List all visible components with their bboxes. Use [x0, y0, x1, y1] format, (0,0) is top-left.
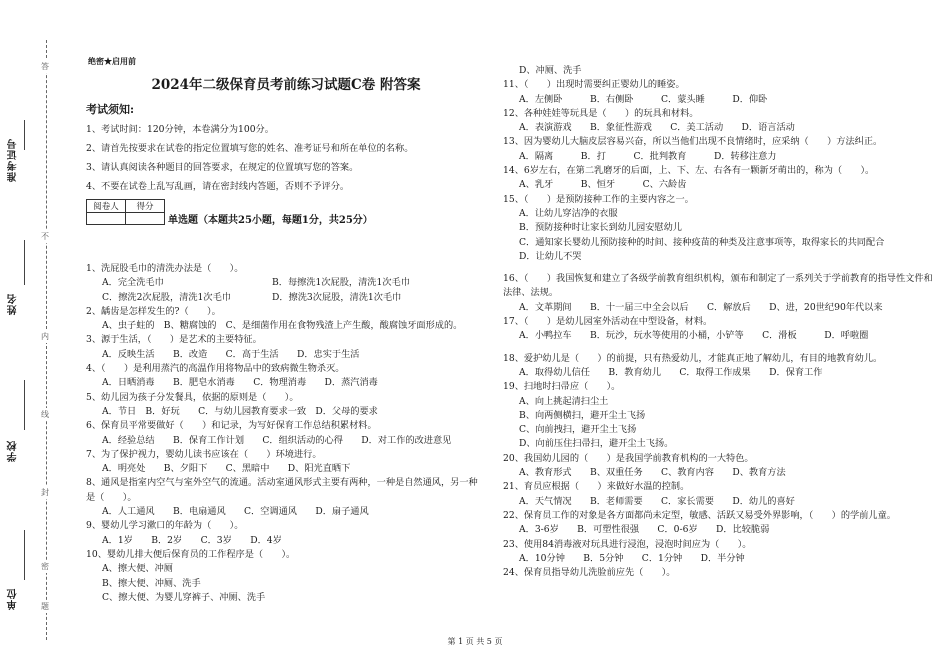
answer-option[interactable]: A．10分钟 B．5分钟 C．1分钟 D．半分钟: [519, 552, 745, 564]
question-text: 10、婴幼儿排大便后保育员的工作程序是（ ）。: [86, 548, 296, 560]
left-column: [86, 56, 486, 605]
answer-option[interactable]: C、擦大便、为婴儿穿裤子、冲厕、洗手: [102, 591, 266, 603]
name-field[interactable]: [24, 240, 25, 285]
score-cell[interactable]: [126, 213, 165, 225]
question-text: 20、我国幼儿园的（ ）是我国学前教育机构的一大特色。: [503, 452, 754, 464]
section-title: 单选题（本题共25小题，每题1分，共25分）: [168, 215, 373, 226]
answer-option[interactable]: A．表演游戏 B．象征性游戏 C．美工活动 D．语言活动: [519, 122, 795, 134]
option-row: [86, 577, 486, 591]
answer-option[interactable]: D．擦洗3次屁股，清洗1次毛巾: [272, 291, 402, 303]
answer-option[interactable]: A．反映生活 B．改造 C．高于生活 D．忠实于生活: [102, 348, 360, 360]
answer-option[interactable]: D．让幼儿不哭: [519, 250, 582, 262]
answer-option[interactable]: B．每擦洗1次屁股，清洗1次毛巾: [272, 277, 410, 289]
option-row: [503, 437, 933, 451]
binding-margin: [0, 0, 58, 671]
exam-id-field[interactable]: [24, 120, 25, 150]
notice-item: 2、请首先按要求在试卷的指定位置填写您的姓名、准考证号和所在单位的名称。: [86, 143, 414, 154]
right-column: [503, 64, 933, 580]
page-title: 2024年二级保育员考前练习试题C卷 附答案: [151, 77, 421, 93]
answer-option[interactable]: A．取得幼儿信任 B．教育幼儿 C．取得工作成果 D．保育工作: [519, 366, 823, 378]
answer-option[interactable]: A．完全洗毛巾: [102, 277, 164, 289]
answer-option[interactable]: A、擦大便、冲厕: [102, 563, 173, 575]
question-text: 23、使用84消毒液对玩具进行浸泡，浸泡时间应为（ ）。: [503, 538, 752, 550]
notice-item: 3、请认真阅读各种题目的回答要求，在规定的位置填写您的答案。: [86, 162, 359, 173]
question-text: 19、扫地时扫帚应（ ）。: [503, 381, 621, 393]
answer-option[interactable]: A．天气情况 B．老师需要 C．家长需要 D．幼儿的喜好: [519, 495, 795, 507]
answer-option[interactable]: A．经验总结 B．保育工作计划 C．组织活动的心得 D．对工作的改进意见: [102, 434, 452, 446]
option-row: [86, 291, 486, 305]
question-text: 22、保育员工作的对象是各方面都尚未定型，敏感、活跃又易受外界影响，（ ）的学前儿童。: [503, 509, 896, 521]
option-row: [86, 462, 486, 476]
reviewer-cell[interactable]: [87, 213, 126, 225]
option-row: [86, 348, 486, 362]
notice-heading: 考试须知:: [86, 103, 135, 116]
option-row: [503, 301, 933, 315]
answer-option[interactable]: A、教育形式 B、双重任务 C、教育内容 D、教育方法: [519, 467, 786, 479]
question-text: 9、婴幼儿学习漱口的年龄为（ ）。: [86, 520, 244, 532]
unit-field[interactable]: [24, 530, 25, 580]
option-row: [86, 534, 486, 548]
option-row: [503, 466, 933, 480]
question-text: 24、保育员指导幼儿洗脸前应先（ ）。: [503, 567, 676, 579]
question-text: 21、育员应根据（ ）来做好水温的控制。: [503, 481, 690, 493]
binding-label-school: 学校: [8, 440, 19, 462]
answer-option[interactable]: D、冲厕、洗手: [519, 65, 582, 76]
question-text: 15、（ ）是预防接种工作的主要内容之一。: [503, 193, 694, 205]
answer-option[interactable]: A．文革期间 B．十一届三中全会以后 C．解放后 D、进，20世纪90年代以来: [519, 301, 883, 313]
answer-option[interactable]: C．通知家长婴幼儿预防接种的时间、接种疫苗的种类及注意事项等，取得家长的共同配合: [519, 236, 885, 248]
option-row: [503, 150, 933, 164]
option-row: [503, 207, 933, 221]
question-text: 7、为了保护视力，婴幼儿读书应该在（ ）环境进行。: [86, 448, 322, 460]
option-row: [86, 562, 486, 576]
option-row: [503, 523, 933, 537]
answer-option[interactable]: A、虫子蛀的 B、糖腐蚀的 C、是细菌作用在食物残渣上产生酸，酸腐蚀牙面形成的。: [102, 320, 463, 332]
question-text: 18、爱护幼儿是（ ）的前提，只有热爱幼儿，才能真正地了解幼儿，有目的地教育幼儿。: [503, 352, 883, 364]
binding-label-unit: 单位: [8, 588, 19, 610]
question-text: 11、（ ）出现时需要纠正婴幼儿的睡姿。: [503, 79, 685, 91]
question-text: 16、（ ）我国恢复和建立了各级学前教育组织机构，颁布和制定了一系列关于学前教育的指导性文件和法律、法规。: [503, 273, 933, 299]
answer-option[interactable]: A．左侧卧 B．右侧卧 C．蒙头睡 D．仰卧: [519, 93, 768, 105]
option-row: [503, 64, 933, 78]
question-text: 8、通风是指室内空气与室外空气的流通。活动室通风形式主要有两种，一种是自然通风，另一种是（ ）。: [86, 477, 478, 503]
question-text: 4、（ ）是利用蒸汽的高温作用将物品中的致病微生物杀灭。: [86, 363, 345, 375]
answer-option[interactable]: A．明亮处 B、夕阳下 C、黑暗中 D、阳光直晒下: [102, 463, 351, 475]
question-text: 2、龋齿是怎样发生的?（ ）。: [86, 305, 221, 317]
question-text: 14、6岁左右，在第二乳磨牙的后面，上、下、左、右各有一颗新牙萌出的，称为（ ）。: [503, 165, 875, 177]
option-row: [86, 505, 486, 519]
answer-option[interactable]: A．1岁 B．2岁 C．3岁 D．4岁: [102, 534, 282, 546]
question-text: 6、保育员平常要做好（ ）和记录，为写好保育工作总结积累材料。: [86, 420, 377, 432]
notice-item: 4、不要在试卷上乱写乱画，请在密封线内答题，否则不予评分。: [86, 181, 350, 192]
seal-char: 线: [41, 410, 49, 419]
school-field[interactable]: [24, 380, 25, 430]
option-row: [503, 329, 933, 343]
score-box-reviewer: 阅卷人: [87, 200, 126, 213]
option-row: [503, 93, 933, 107]
option-row: [503, 495, 933, 509]
option-row: [86, 276, 486, 290]
option-row: [503, 366, 933, 380]
notice-item: 1、考试时间：120分钟，本卷满分为100分。: [86, 124, 274, 135]
answer-option[interactable]: A．人工通风 B．电扇通风 C．空调通风 D．扇子通风: [102, 506, 369, 518]
question-text: 13、因为婴幼儿大脑皮层容易兴奋，所以当他们出现不良情绪时，应采纳（ ）方法纠正。: [503, 136, 883, 148]
option-row: [503, 178, 933, 192]
question-list-right: [503, 64, 933, 580]
seal-char: 答: [41, 62, 49, 71]
answer-option[interactable]: A．让幼儿穿洁净的衣服: [519, 207, 618, 219]
option-row: [503, 236, 933, 250]
option-row: [86, 405, 486, 419]
binding-label-exam-id: 准考证号: [8, 138, 19, 182]
answer-option[interactable]: A．日晒消毒 B．肥皂水消毒 C．物理消毒 D．蒸汽消毒: [102, 377, 378, 389]
option-row: [86, 319, 486, 333]
answer-option[interactable]: A．小鸭拉车 B．玩沙，玩水等使用的小桶，小铲等 C．滑板 D．呼啦圈: [519, 330, 869, 342]
page-footer: 第 1 页 共 5 页: [447, 637, 503, 646]
option-row: [503, 121, 933, 135]
answer-option[interactable]: C．擦洗2次屁股，清洗1次毛巾: [102, 291, 231, 303]
question-text: 12、各种娃娃等玩具是（ ）的玩具和材料。: [503, 107, 699, 119]
answer-option[interactable]: B．预防接种时让家长到幼儿园安慰幼儿: [519, 222, 682, 234]
answer-option[interactable]: A．节日 B．好玩 C．与幼儿园教育要求一致 D．父母的要求: [102, 405, 378, 417]
seal-char: 不: [41, 232, 49, 241]
answer-option[interactable]: B、擦大便、冲厕、洗手: [102, 577, 201, 589]
option-row: [503, 395, 933, 409]
question-text: 5、幼儿园为孩子分发餐具，依据的原则是（ ）。: [86, 391, 299, 403]
binding-label-name: 姓名: [8, 293, 19, 315]
option-row: [503, 250, 933, 264]
answer-option[interactable]: A．隔离 B．打 C．批判教育 D．转移注意力: [519, 150, 777, 162]
question-text: 3、源于生活，（ ）是艺术的主要特征。: [86, 334, 262, 346]
answer-option[interactable]: D、向前压住扫帚扫，避开尘土飞扬。: [519, 438, 674, 450]
option-row: [86, 434, 486, 448]
option-row: [503, 221, 933, 235]
seal-char: 内: [41, 332, 49, 341]
seal-char: 密: [41, 562, 49, 571]
answer-option[interactable]: A．3-6岁 B．可塑性很强 C．0-6岁 D．比较脆弱: [519, 524, 770, 536]
answer-option[interactable]: B、向两侧横扫，避开尘土飞扬: [519, 409, 646, 421]
option-row: [503, 552, 933, 566]
option-row: [86, 591, 486, 605]
score-box-score: 得分: [126, 200, 165, 213]
option-row: [503, 409, 933, 423]
answer-option[interactable]: A、向上挑起清扫尘土: [519, 395, 609, 407]
question-text: 1、洗屁股毛巾的清洗办法是（ ）。: [86, 263, 244, 274]
answer-option[interactable]: A、乳牙 B、恒牙 C、六龄齿: [519, 179, 687, 191]
answer-option[interactable]: C、向前拽扫，避开尘土飞扬: [519, 424, 637, 436]
seal-char: 题: [41, 602, 49, 611]
seal-char: 封: [41, 488, 49, 497]
question-list-left: [86, 262, 486, 605]
score-box: [86, 199, 165, 225]
question-text: 17、（ ）是幼儿园室外活动在中型设备，材料。: [503, 316, 713, 328]
option-row: [503, 423, 933, 437]
option-row: [86, 376, 486, 390]
secret-mark: 绝密★启用前: [88, 56, 136, 66]
